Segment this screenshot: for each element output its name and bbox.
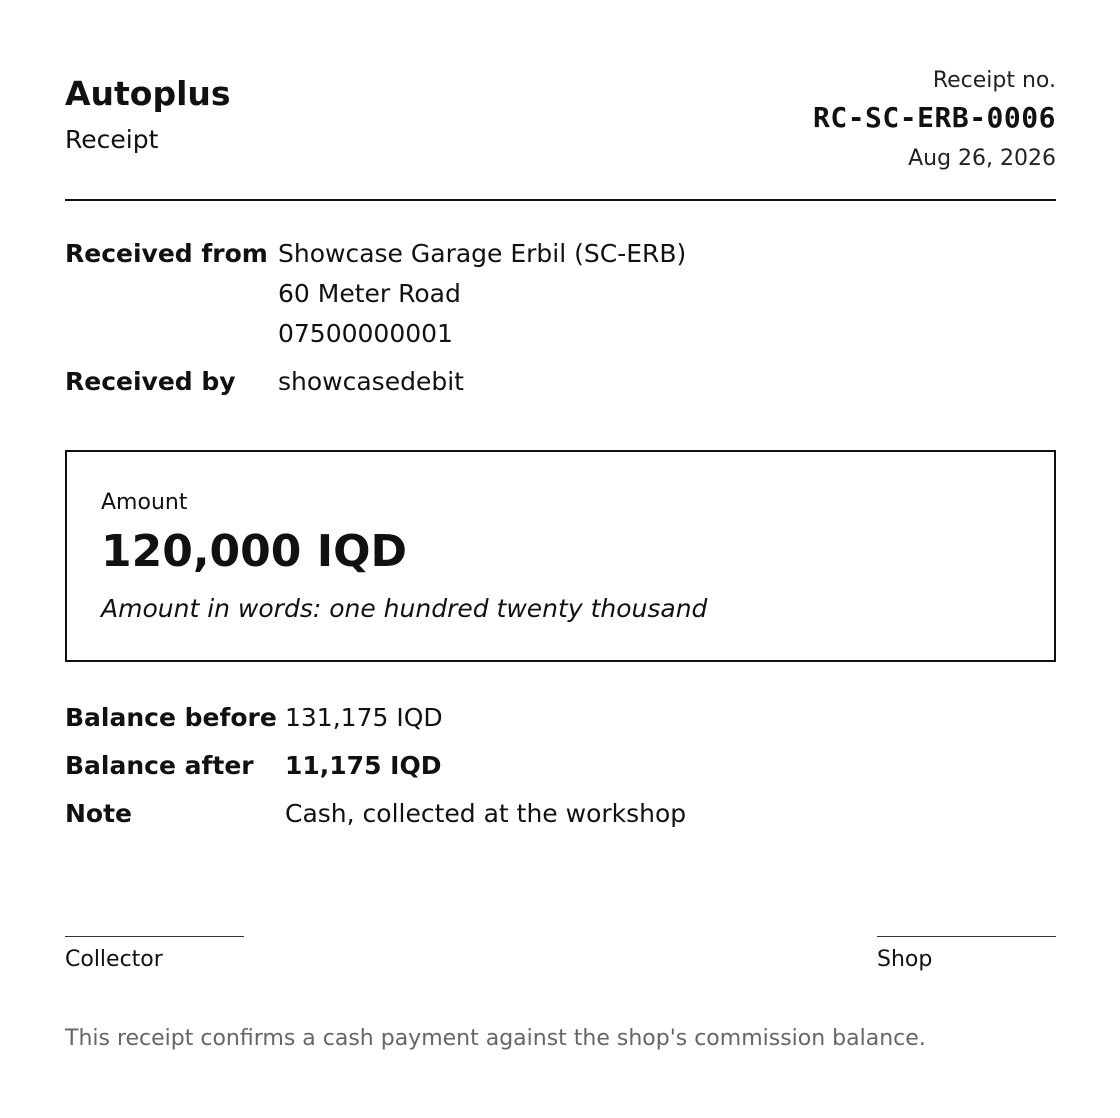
- receipt-meta: [813, 66, 1056, 178]
- collector-signature-line: [65, 936, 244, 937]
- received-from-label: Received from: [65, 239, 268, 268]
- document-type: Receipt: [65, 125, 159, 154]
- shop-label: Shop: [877, 947, 933, 972]
- payer-name: Showcase Garage Erbil (SC-ERB): [278, 239, 687, 268]
- receipt-page: [65, 0, 1056, 1118]
- received-by-label: Received by: [65, 367, 236, 396]
- shop-signature: [877, 936, 1056, 975]
- note-row: [65, 790, 1056, 838]
- amount-value: 120,000 IQD: [101, 526, 408, 577]
- payer-address: 60 Meter Road: [278, 279, 461, 308]
- amount-label: Amount: [101, 490, 188, 515]
- received-by-row: [65, 362, 1056, 402]
- amount-box: [65, 450, 1056, 662]
- balance-before-row: [65, 694, 1056, 742]
- balance-after-label: Balance after: [65, 751, 254, 780]
- parties-section: [65, 234, 1056, 410]
- note-label: Note: [65, 799, 133, 828]
- amount-in-words: Amount in words: one hundred twenty thousand: [101, 594, 708, 623]
- receipt-number-label: Receipt no.: [932, 68, 1056, 93]
- received-from-row: [65, 234, 1056, 354]
- receipt-footnote: This receipt confirms a cash payment against the shop's commission balance.: [65, 1026, 926, 1051]
- collector-label: Collector: [65, 947, 163, 972]
- received-from-value: [278, 234, 686, 354]
- balance-after-value: 11,175 IQD: [285, 751, 442, 780]
- balance-before-value: 131,175 IQD: [285, 703, 443, 732]
- brand-name: Autoplus: [65, 74, 231, 113]
- note-value: Cash, collected at the workshop: [285, 799, 687, 828]
- balance-before-label: Balance before: [65, 703, 277, 732]
- receipt-date: Aug 26, 2026: [908, 146, 1056, 171]
- receipt-number: RC-SC-ERB-0006: [812, 101, 1056, 134]
- balance-after-row: [65, 742, 1056, 790]
- header-divider: [65, 199, 1056, 201]
- shop-signature-line: [877, 936, 1056, 937]
- balances-section: [65, 694, 1056, 838]
- received-by-value: showcasedebit: [278, 367, 464, 396]
- payer-phone: 07500000001: [278, 319, 453, 348]
- collector-signature: [65, 936, 244, 975]
